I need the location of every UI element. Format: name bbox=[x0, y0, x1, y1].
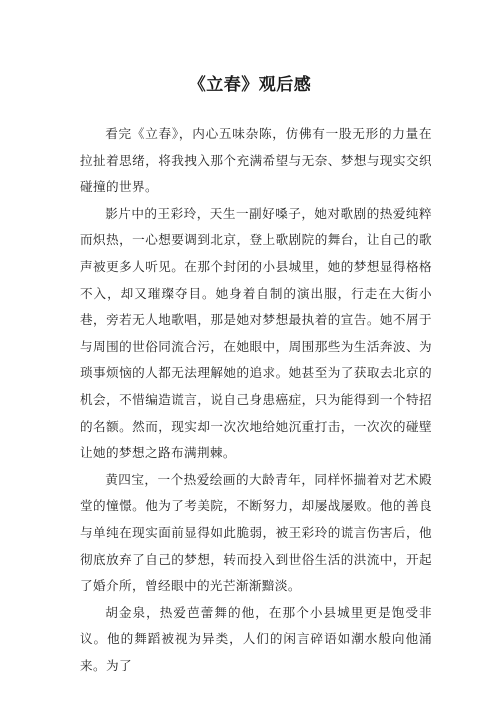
paragraph-4: 胡金泉，热爱芭蕾舞的他，在那个小县城里更是饱受非议。他的舞蹈被视为异类，人们的闲言碎语如潮水般向他涌来。为了 bbox=[80, 604, 432, 673]
paragraph-2: 影片中的王彩玲，天生一副好嗓子，她对歌剧的热爱纯粹而炽热，一心想要调到北京，登上歌剧院的舞台，让自己的歌声被更多人听见。在那个封闭的小县城里，她的梦想显得格格不入，却又璀璨夺目。她身着自制的演出服，行走在大街小巷，旁若无人地歌唱，那是她对梦想最执着的宣告。她不屑于与周围的世俗同流合污，在她眼中，周围那些为生活奔波、为琐事烦恼的人都无法理解她的追求。她甚至为了获取去北京的机会，不惜编造谎言，说自己身患癌症，只为能得到一个特招的名额。然而，现实却一次次地给她沉重打击，一次次的碰壁让她的梦想之路布满荆棘。 bbox=[80, 205, 432, 461]
document-body bbox=[80, 121, 432, 679]
document-title: 《立春》观后感 bbox=[188, 75, 312, 95]
paragraph-1: 看完《立春》，内心五味杂陈，仿佛有一股无形的力量在拉扯着思绪，将我拽入那个充满希望与无奈、梦想与现实交织碰撞的世界。 bbox=[80, 126, 432, 195]
paragraph-3: 黄四宝，一个热爱绘画的大龄青年，同样怀揣着对艺术殿堂的憧憬。他为了考美院，不断努力，却屡战屡败。他的善良与单纯在现实面前显得如此脆弱，被王彩玲的谎言伤害后，他彻底放弃了自己的梦想，转而投入到世俗生活的洪流中，开起了婚介所，曾经眼中的光芒渐渐黯淡。 bbox=[80, 471, 432, 594]
